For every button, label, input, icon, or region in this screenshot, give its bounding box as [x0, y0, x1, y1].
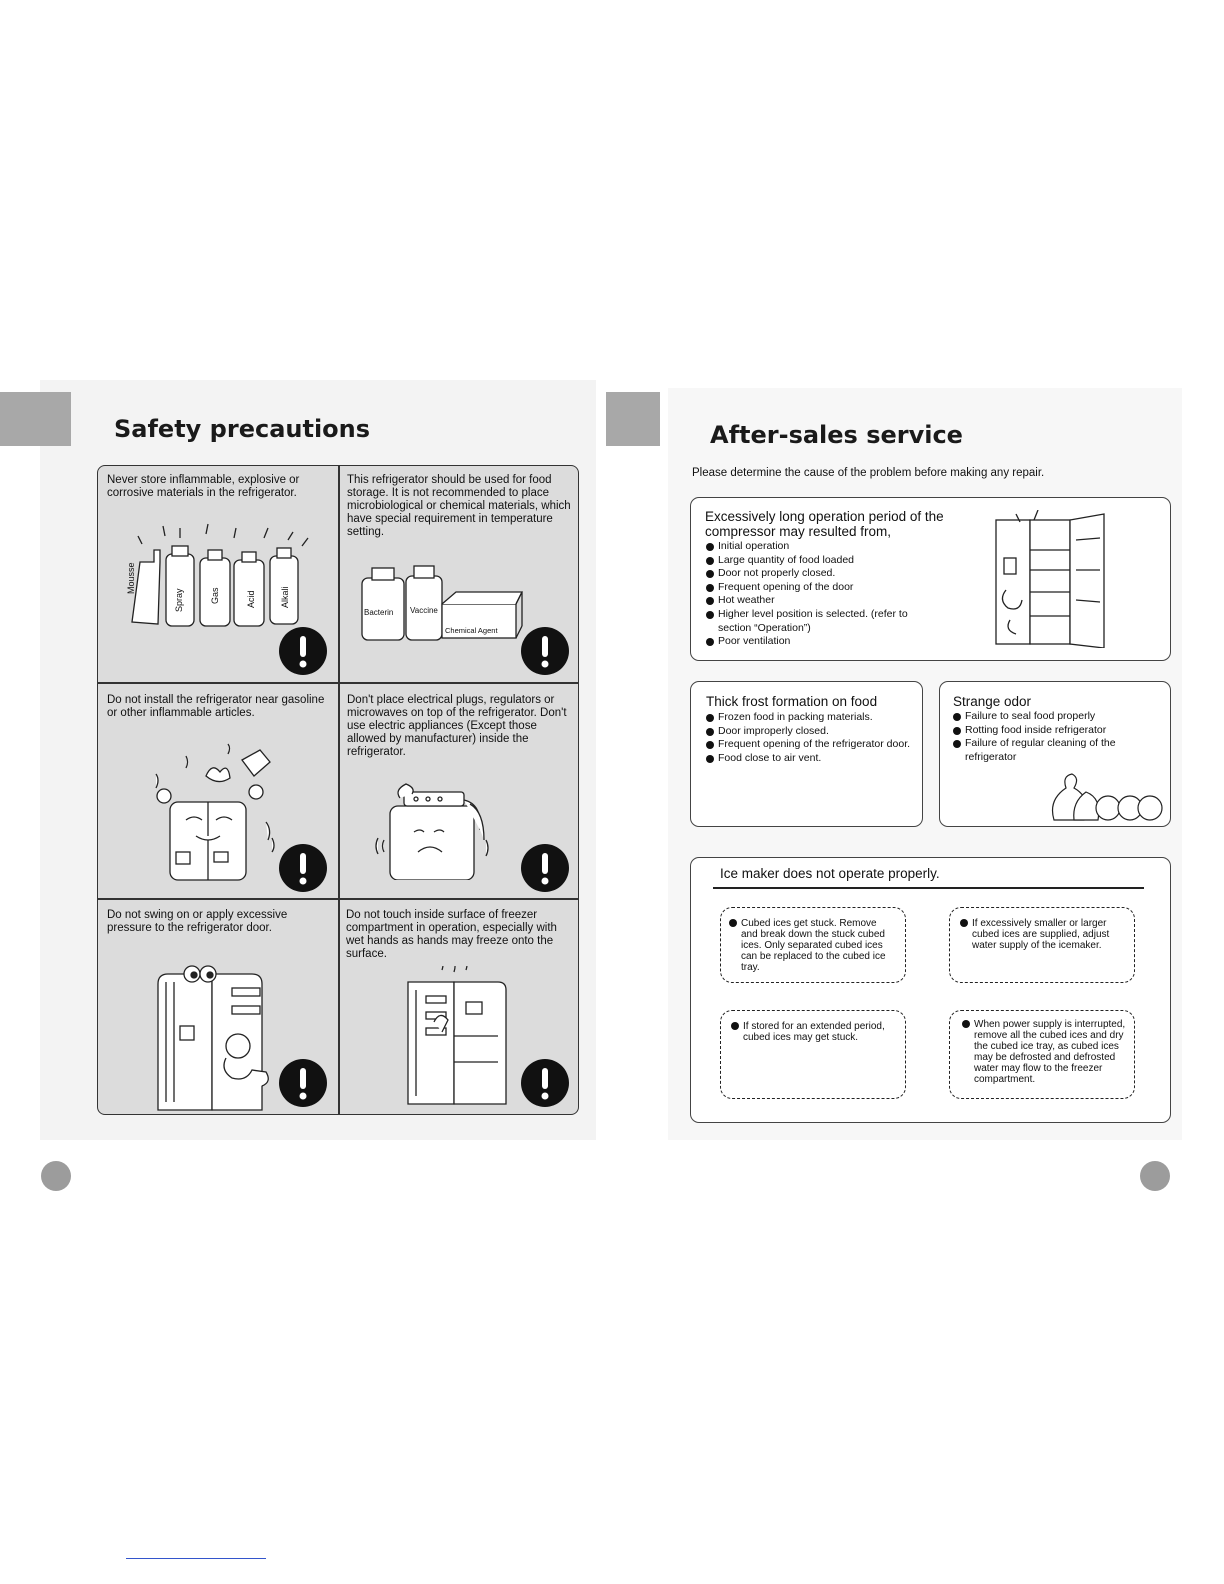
safety-cell-1-text: Never store inflammable, explosive or corrosive materials in the refrigerator. — [107, 474, 300, 499]
right-page-number-circle — [1140, 1161, 1170, 1191]
list-item: Frozen food in packing materials. — [706, 711, 911, 725]
list-item: Initial operation — [706, 540, 936, 554]
list-item: Large quantity of food loaded — [706, 554, 936, 568]
warning-icon — [520, 626, 570, 676]
after-sales-title: After-sales service — [710, 421, 963, 449]
right-page-tab — [606, 392, 660, 446]
safety-cell-6-text: Do not touch inside surface of freezer compartment in operation, especially with wet hands as hands may freeze onto the surface. — [346, 909, 557, 960]
label-bacterin: Bacterin — [364, 608, 394, 617]
warning-icon — [278, 626, 328, 676]
bottle-label-acid: Acid — [246, 590, 256, 608]
compressor-causes-list — [706, 540, 936, 649]
appliance-on-fridge-illustration — [370, 780, 500, 880]
bottle-label-alkali: Alkali — [280, 586, 290, 608]
list-item: Failure to seal food properly — [953, 710, 1153, 724]
open-refrigerator-illustration — [990, 510, 1112, 648]
fire-hazard-fridge-illustration — [146, 742, 286, 882]
list-item: Food close to air vent. — [706, 752, 911, 766]
swinging-on-door-illustration — [152, 962, 292, 1112]
list-item: Higher level position is selected. (refer to section “Operation”) — [706, 608, 936, 635]
lab-materials-illustration — [360, 562, 525, 642]
list-item: Door not properly closed. — [706, 567, 936, 581]
frost-heading: Thick frost formation on food — [706, 694, 878, 709]
icemaker-note-2: If excessively smaller or larger cubed ices are supplied, adjust water supply of the icemaker. — [960, 918, 1132, 951]
icemaker-note-1: Cubed ices get stuck. Remove and break down the stuck cubed ices. Only separated cubed ices can be replaced to the cubed ice tray. — [729, 918, 893, 973]
warning-icon — [278, 1058, 328, 1108]
safety-cell-5-text: Do not swing on or apply excessive pressure to the refrigerator door. — [107, 909, 288, 934]
safety-cell-4-text: Don't place electrical plugs, regulators or microwaves on top of the refrigerator. Don't use electric appliances (Except those allowed by manufacturer) inside the refrigerator. — [347, 694, 567, 758]
label-chemical-agent: Chemical Agent — [445, 626, 498, 635]
icemaker-heading-underline — [713, 887, 1144, 889]
icemaker-note-3: If stored for an extended period, cubed ices may get stuck. — [731, 1021, 891, 1043]
odor-causes-list — [953, 710, 1153, 764]
left-page-number-circle — [41, 1161, 71, 1191]
icemaker-note-4: When power supply is interrupted, remove all the cubed ices and dry the cubed ice tray, as cubed ices may be defrosted and defrosted water may flow to the freezer compartment. — [962, 1019, 1132, 1085]
bottle-label-spray: Spray — [174, 588, 184, 612]
safety-cell-3-text: Do not install the refrigerator near gasoline or other inflammable articles. — [107, 694, 325, 719]
food-bags-illustration — [1048, 770, 1164, 824]
safety-cell-2-text: This refrigerator should be used for food storage. It is not recommended to place microbiological or chemical materials, which have special requirement in temperature setting. — [347, 474, 571, 538]
safety-grid — [97, 465, 579, 1115]
odor-heading: Strange odor — [953, 694, 1032, 709]
label-vaccine: Vaccine — [410, 606, 438, 615]
warning-icon — [520, 1058, 570, 1108]
safety-title: Safety precautions — [114, 415, 371, 443]
intro-text: Please determine the cause of the problem before making any repair. — [692, 467, 1045, 479]
icemaker-heading: Ice maker does not operate properly. — [720, 866, 940, 881]
warning-icon — [278, 843, 328, 893]
footnote-rule — [126, 1558, 266, 1559]
warning-icon — [520, 843, 570, 893]
frost-causes-list — [706, 711, 911, 765]
list-item: Rotting food inside refrigerator — [953, 724, 1153, 738]
bottle-label-gas: Gas — [210, 587, 220, 604]
chemical-bottles-illustration — [118, 522, 318, 632]
list-item: Poor ventilation — [706, 635, 936, 649]
left-page-tab — [0, 392, 71, 446]
compressor-heading: Excessively long operation period of the compressor may resulted from, — [705, 509, 944, 539]
list-item: Frequent opening of the door — [706, 581, 936, 595]
list-item: Frequent opening of the refrigerator door. — [706, 738, 911, 752]
freezer-touch-illustration — [404, 966, 514, 1106]
list-item: Hot weather — [706, 594, 936, 608]
list-item: Failure of regular cleaning of the refrigerator — [953, 737, 1153, 764]
bottle-label-mousse: Mousse — [126, 562, 136, 594]
list-item: Door improperly closed. — [706, 725, 911, 739]
